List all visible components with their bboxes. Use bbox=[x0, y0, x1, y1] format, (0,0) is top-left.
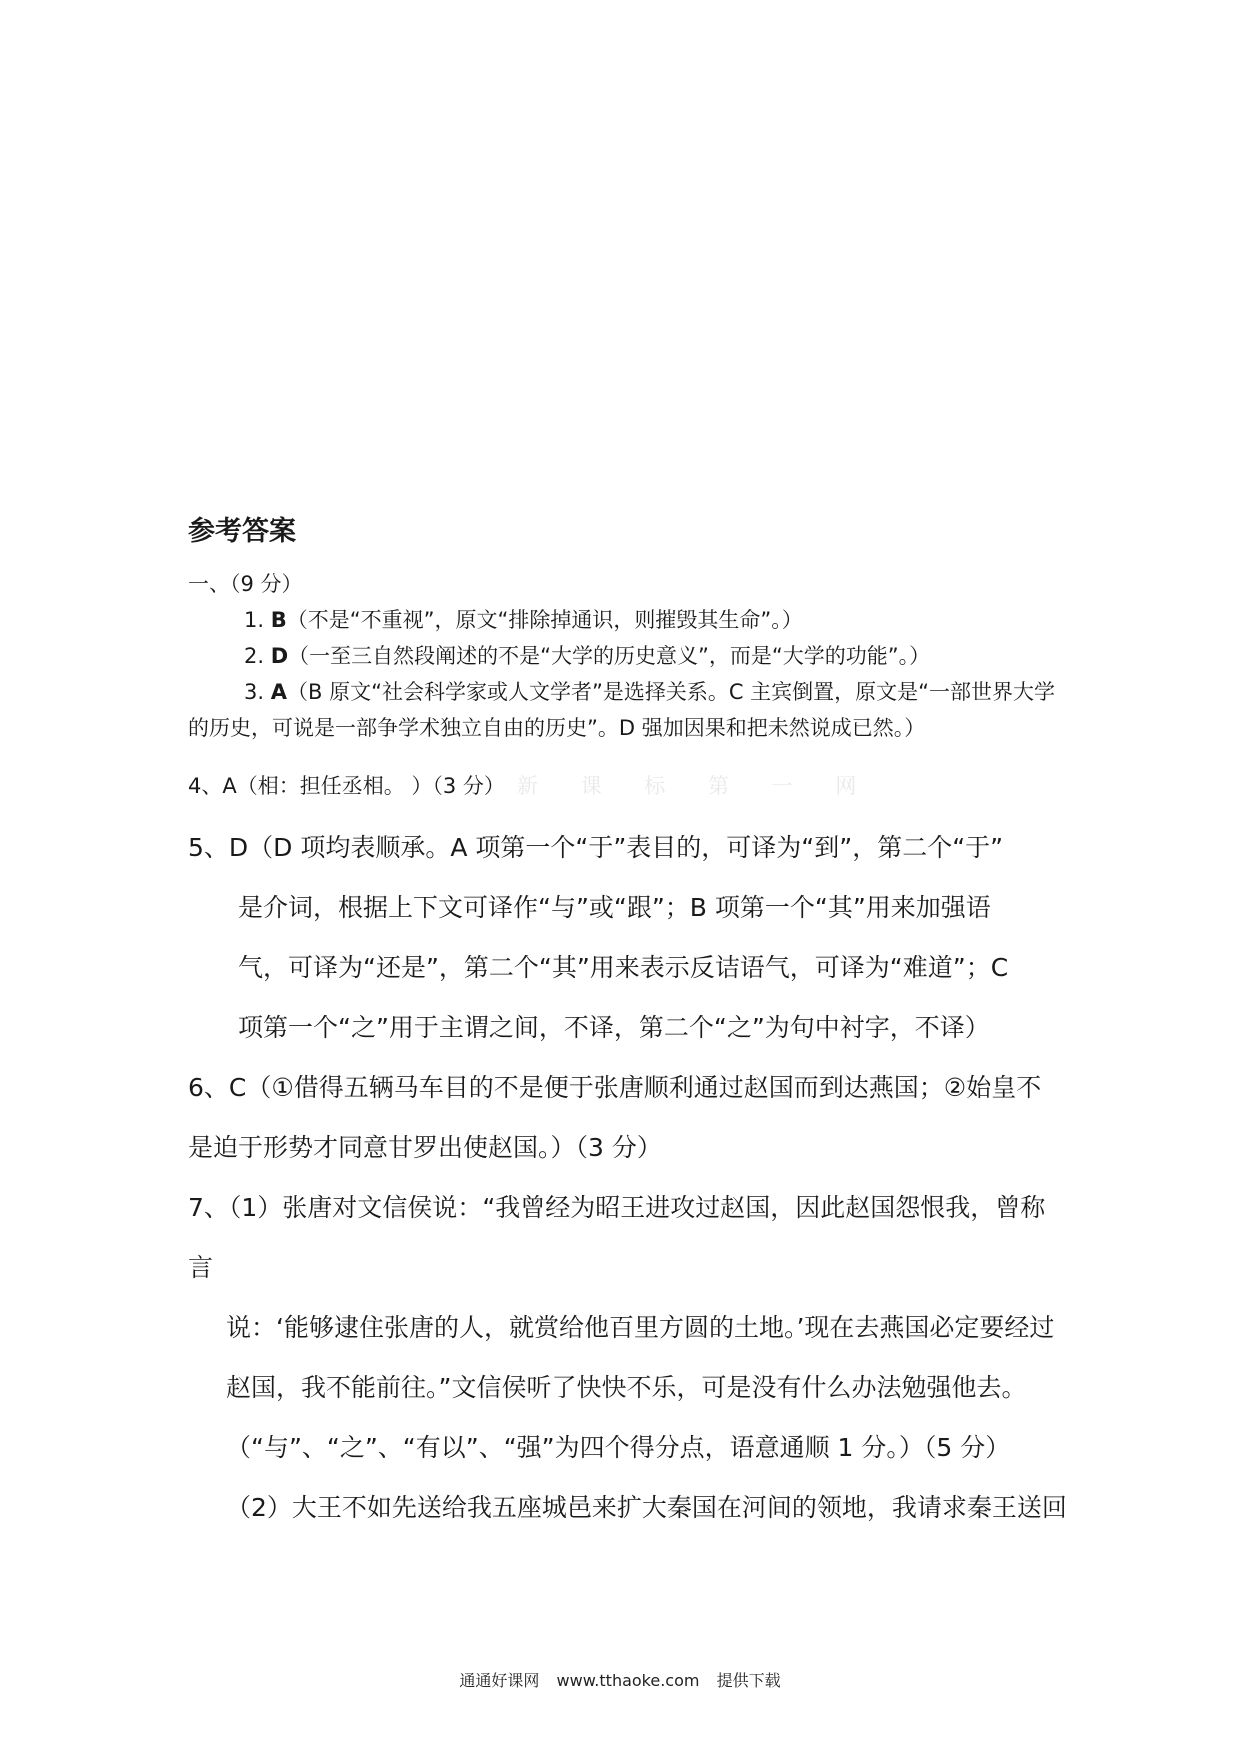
answer-5-line-1: 5、D（D 项均表顺承。A 项第一个“于”表目的，可译为“到”，第二个“于” bbox=[188, 833, 1004, 862]
footer-site-name: 通通好课网 bbox=[459, 1671, 540, 1690]
answer-item-3 bbox=[188, 674, 1068, 746]
page-title: 参考答案 bbox=[188, 516, 296, 547]
answer-choice: D bbox=[270, 644, 289, 668]
answer-number: 1. bbox=[244, 608, 265, 632]
watermark-text: 新 课 标 第 一 网 bbox=[516, 774, 875, 798]
answer-explanation: （一至三自然段阐述的不是“大学的历史意义”，而是“大学的功能”。） bbox=[288, 644, 931, 668]
answer-choice: A bbox=[270, 680, 287, 704]
answer-item-1 bbox=[188, 602, 1068, 638]
answer-explanation: （不是“不重视”，原文“排除掉通识，则摧毁其生命”。） bbox=[286, 608, 803, 632]
answer-item-7 bbox=[188, 1178, 1068, 1538]
answer-7-line-3: 赵国，我不能前往。”文信侯听了快快不乐，可是没有什么办法勉强他去。 bbox=[226, 1373, 1027, 1402]
answer-4-text: 4、A（相：担任丞相。 ）（3 分） bbox=[188, 774, 505, 798]
answer-7-line-5: （2）大王不如先送给我五座城邑来扩大秦国在河间的领地，我请求秦王送回 bbox=[226, 1493, 1067, 1522]
answer-5-line-4: 项第一个“之”用于主谓之间，不译，第二个“之”为句中衬字，不译） bbox=[238, 1013, 990, 1042]
answer-number: 2. bbox=[244, 644, 265, 668]
answer-5-line-3: 气，可译为“还是”，第二个“其”用来表示反诘语气，可译为“难道”；C bbox=[238, 953, 1009, 982]
answer-5-line-2: 是介词，根据上下文可译作“与”或“跟”；B 项第一个“其”用来加强语 bbox=[238, 893, 991, 922]
section-1-header: 一、（9 分） bbox=[188, 572, 303, 596]
answer-6-line-1: 6、C（①借得五辆马车目的不是便于张唐顺利通过赵国而到达燕国；②始皇不 bbox=[188, 1073, 1042, 1102]
answer-6-line-2: 是迫于形势才同意甘罗出使赵国。）（3 分） bbox=[188, 1133, 662, 1162]
answer-item-2 bbox=[188, 638, 1068, 674]
footer-url: www.tthaoke.com bbox=[556, 1671, 700, 1690]
answer-item-6 bbox=[188, 1058, 1068, 1178]
answer-item-4 bbox=[188, 768, 1068, 804]
answer-key bbox=[188, 512, 1068, 1538]
answer-item-5 bbox=[188, 818, 1068, 1058]
answer-choice: B bbox=[270, 608, 287, 632]
answer-7-line-1: 7、（1）张唐对文信侯说：“我曾经为昭王进攻过赵国，因此赵国怨恨我，曾称言 bbox=[188, 1193, 1046, 1282]
footer-tagline: 提供下载 bbox=[716, 1671, 781, 1690]
page-footer bbox=[0, 1668, 1240, 1691]
answer-number: 3. bbox=[244, 680, 265, 704]
answer-7-line-4: （“与”、“之”、“有以”、“强”为四个得分点，语意通顺 1 分。）（5 分） bbox=[226, 1433, 1011, 1462]
answer-explanation: （B 原文“社会科学家或人文学者”是选择关系。C 主宾倒置，原文是“一部世界大学的历史，可说是一部争学术独立自由的历史”。D 强加因果和把未然说成已然。） bbox=[188, 680, 1056, 740]
answer-7-line-2: 说：‘能够逮住张唐的人，就赏给他百里方圆的土地。’现在去燕国必定要经过 bbox=[226, 1313, 1055, 1342]
